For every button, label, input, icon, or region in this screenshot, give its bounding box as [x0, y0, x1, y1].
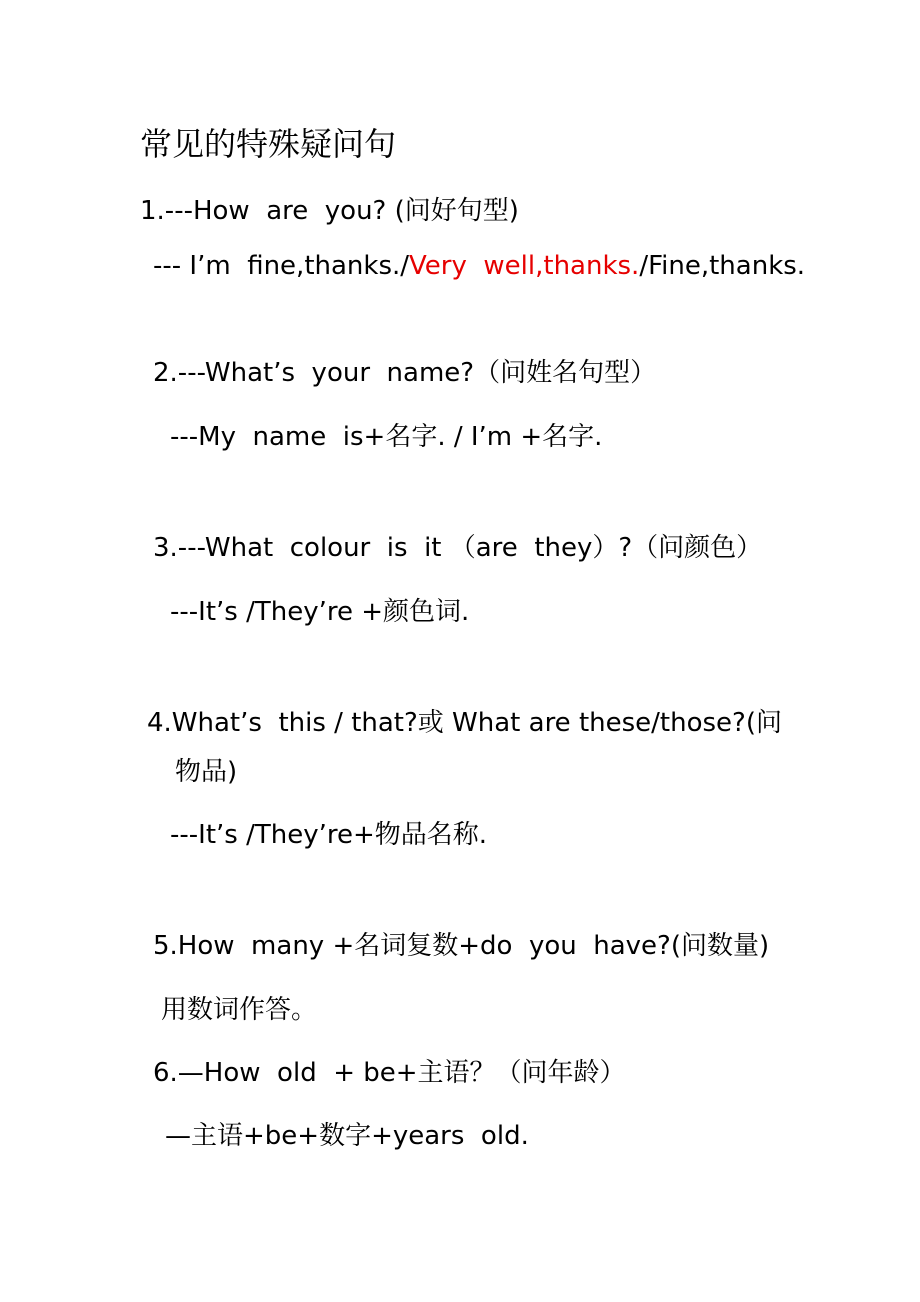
answer-6: —主语+be+数字+years old.: [165, 1121, 529, 1151]
answer-1-text-end: /Fine,thanks.: [639, 251, 806, 281]
question-4: 4.What’s this / that?或 What are these/those?(问: [147, 708, 782, 738]
answer-2: ---My name is+名字. / I’m +名字.: [170, 422, 603, 452]
question-1: 1.---How are you? (问好句型): [140, 196, 519, 226]
question-3: 3.---What colour is it （are they）?（问颜色）: [153, 533, 763, 563]
answer-1-text: --- I’m fine,thanks./: [153, 251, 410, 281]
answer-1: [153, 249, 805, 283]
question-5: 5.How many +名词复数+do you have?(问数量): [153, 931, 770, 961]
answer-4: ---It’s /They’re+物品名称.: [170, 820, 488, 850]
question-2: 2.---What’s your name?（问姓名句型）: [153, 358, 657, 388]
answer-3: ---It’s /They’re +颜色词.: [170, 597, 470, 627]
page-title: 常见的特殊疑问句: [140, 125, 397, 163]
question-4-continued: 物品): [175, 757, 238, 787]
question-6: 6.—How old + be+主语？（问年龄）: [153, 1058, 626, 1088]
answer-1-highlight: Very well,thanks.: [409, 251, 640, 281]
answer-5: 用数词作答。: [161, 995, 318, 1025]
